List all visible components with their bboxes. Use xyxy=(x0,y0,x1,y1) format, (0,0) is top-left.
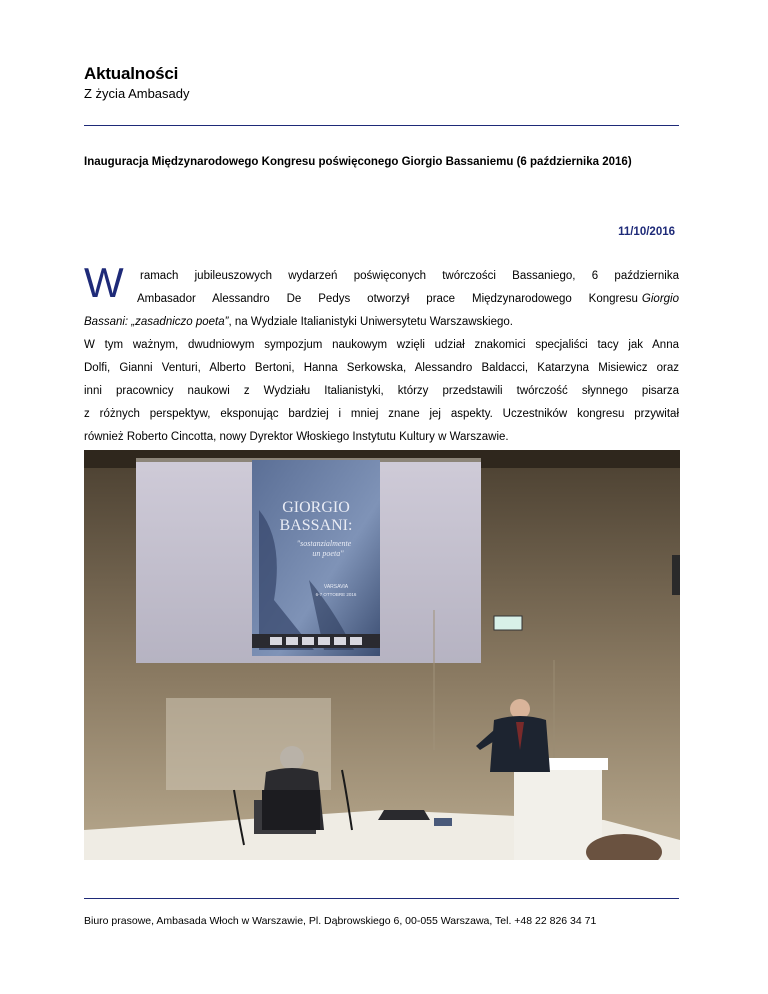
body-line: ramach jubileuszowych wydarzeń poświęconych twórczości Bassaniego, 6 października xyxy=(140,270,679,282)
screen-city: VARSAVIA xyxy=(323,584,349,590)
body-text: Ambasador Alessandro De Pedys otworzył prace Międzynarodowego Kongresu xyxy=(137,293,638,305)
body-line: W tym ważnym, dwudniowym sympozjum naukowym wzięli udział znakomici specjaliści tacy jak Anna xyxy=(84,339,679,351)
body-line: również Roberto Cincotta, nowy Dyrektor Włoskiego Instytutu Kultury w Warszawie. xyxy=(84,431,509,443)
body-text: , na Wydziale Italianistyki Uniwersytetu Warszawskiego. xyxy=(228,316,513,328)
screen-subtitle-2: un poeta" xyxy=(312,549,344,558)
article-date: 11/10/2016 xyxy=(618,226,675,238)
screen-dates: 6-7 OTTOBRE 2016 xyxy=(315,592,357,597)
drop-cap: W xyxy=(84,259,124,306)
body-text-italic: Giorgio xyxy=(641,293,679,305)
header-divider xyxy=(84,125,679,126)
screen-subtitle-1: "sostanzialmente xyxy=(296,539,352,548)
footer-divider xyxy=(84,898,679,899)
page-header-title: Aktualności xyxy=(84,64,179,83)
article-headline: Inauguracja Międzynarodowego Kongresu poświęconego Giorgio Bassaniemu (6 października 2016) xyxy=(84,156,632,168)
body-line: inni pracownicy naukowi z Wydziału Italianistyki, którzy przedstawili twórczość słynnego pisarza xyxy=(84,385,679,397)
page-header-subtitle: Z życia Ambasady xyxy=(84,86,190,101)
body-line xyxy=(84,316,513,328)
event-photo xyxy=(84,450,680,860)
body-line xyxy=(137,293,679,305)
body-line: z różnych perspektyw, eksponując bardziej i mniej znane jej aspekty. Uczestników kongresu przywitał xyxy=(84,408,679,420)
screen-title-2: BASSANI: xyxy=(279,517,353,534)
body-text-italic: Bassani: „zasadniczo poeta” xyxy=(84,316,229,328)
screen-title-1: GIORGIO xyxy=(282,499,350,516)
footer-contact: Biuro prasowe, Ambasada Włoch w Warszawie, Pl. Dąbrowskiego 6, 00-055 Warszawa, Tel. +48 22 826 34 71 xyxy=(84,915,597,927)
body-line: Dolfi, Gianni Venturi, Alberto Bertoni, Hanna Serkowska, Alessandro Baldacci, Katarzyna Misiewicz oraz xyxy=(84,362,679,374)
